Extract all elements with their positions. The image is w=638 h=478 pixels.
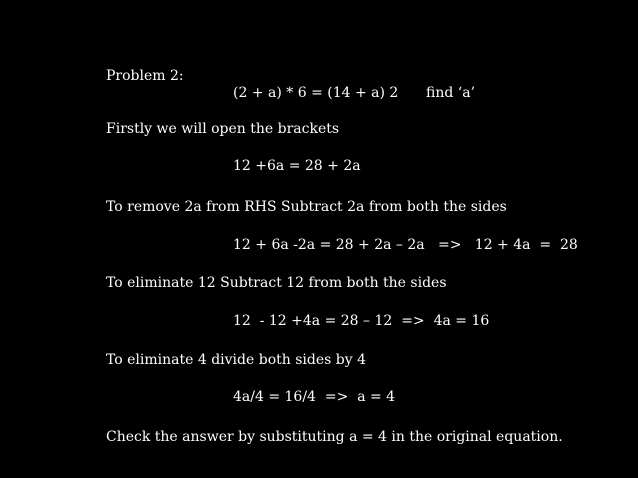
step-3-text: To eliminate 12 Subtract 12 from both the sides xyxy=(106,275,447,291)
step-3-math: 12 - 12 +4a = 28 – 12 => 4a = 16 xyxy=(233,313,490,329)
step-2-text: To remove 2a from RHS Subtract 2a from both the sides xyxy=(106,199,507,215)
problem-heading: Problem 2: xyxy=(106,68,184,84)
step-2-math: 12 + 6a -2a = 28 + 2a – 2a => 12 + 4a = 28 xyxy=(233,237,578,253)
step-4-text: To eliminate 4 divide both sides by 4 xyxy=(106,352,366,368)
step-4-math: 4a/4 = 16/4 => a = 4 xyxy=(233,389,396,405)
problem-equation: (2 + a) * 6 = (14 + a) 2 xyxy=(233,85,399,101)
conclusion-text: Check the answer by substituting a = 4 in the original equation. xyxy=(106,429,563,445)
step-1-text: Firstly we will open the brackets xyxy=(106,121,340,137)
problem-task: find ‘a’ xyxy=(426,85,476,101)
step-1-math: 12 +6a = 28 + 2a xyxy=(233,158,361,174)
